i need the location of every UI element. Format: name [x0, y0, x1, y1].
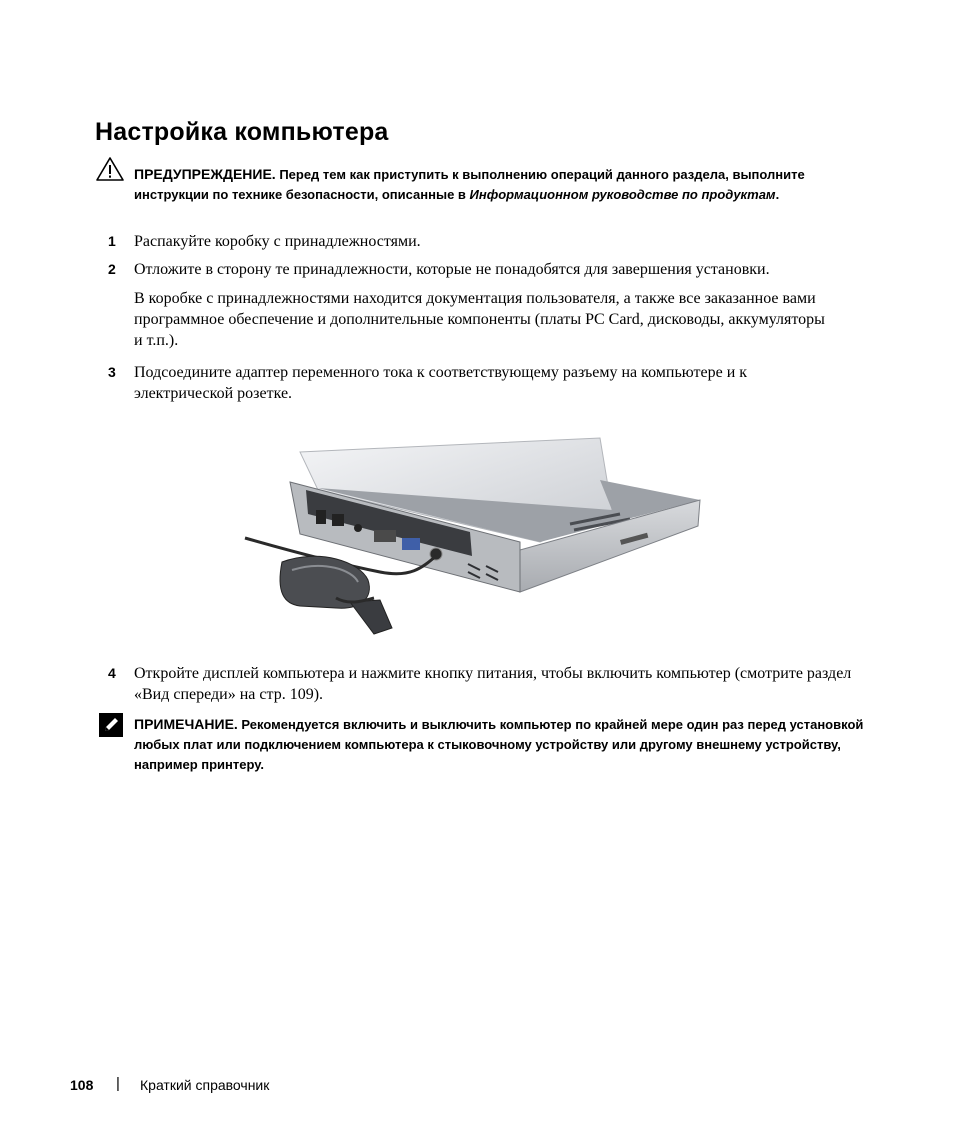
step-number: 2 [108, 261, 116, 277]
warning-doc-reference: Информационном руководстве по продуктам [469, 187, 776, 202]
warning-callout [134, 164, 874, 205]
step-text: Распакуйте коробку с принадлежностями. [134, 233, 421, 250]
step-number: 1 [108, 233, 116, 249]
warning-text-end: . [775, 187, 780, 202]
footer-separator: | [116, 1075, 120, 1092]
step-text: Откройте дисплей компьютера и нажмите кнопку питания, чтобы включить компьютер (смотрите раздел «Вид спереди» на стр. 109). [134, 665, 852, 703]
note-label: ПРИМЕЧАНИЕ. [134, 716, 238, 732]
footer-title: Краткий справочник [140, 1077, 270, 1093]
note-text: Рекомендуется включить и выключить компьютер по крайней мере один раз перед установкой любых плат или подключением компьютера к стыковочному устройству или другому внешнему устройству, например принтеру. [134, 717, 864, 772]
warning-triangle-icon [95, 156, 125, 182]
step-text: Отложите в сторону те принадлежности, которые не понадобятся для завершения установки. [134, 261, 770, 278]
note-callout [134, 714, 874, 775]
step-text: Подсоедините адаптер переменного тока к соответствующему разъему на компьютере и к электрической розетке. [134, 364, 748, 402]
step-number: 4 [108, 665, 116, 681]
warning-text: Перед тем как приступить к выполнению операций данного раздела, выполните инструкции по технике безопасности, описанные в [134, 167, 805, 202]
warning-label: ПРЕДУПРЕЖДЕНИЕ. [134, 166, 276, 182]
step-number: 3 [108, 364, 116, 380]
page-title: Настройка компьютера [95, 118, 389, 146]
laptop-adapter-illustration [240, 430, 710, 650]
note-pencil-icon [99, 713, 123, 737]
page-number: 108 [70, 1077, 94, 1093]
step-detail-paragraph: В коробке с принадлежностями находится документация пользователя, а также все заказанное вами программное обеспечение и дополнительные компоненты (платы PC Card, дисководы, аккумуляторы и т.п.). [134, 290, 825, 349]
